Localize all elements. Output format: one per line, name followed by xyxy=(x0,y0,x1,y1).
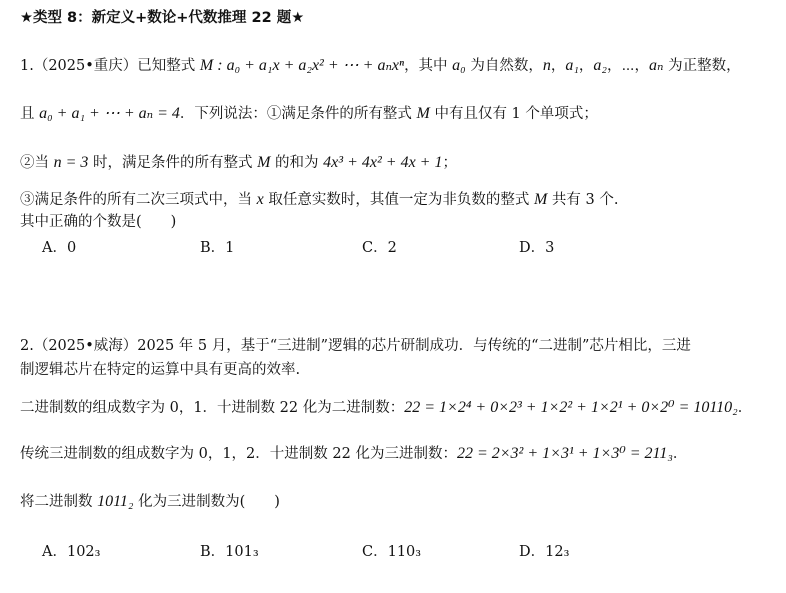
math-expression: a₀ + a₁ + ⋯ + aₙ = 4 xyxy=(39,105,180,122)
text-run: ②当 xyxy=(20,155,54,171)
math-expression: a₂ xyxy=(593,57,607,74)
q2-option-d[interactable]: D．12₃ xyxy=(519,544,570,560)
text-run: 为正整数， xyxy=(663,58,741,74)
math-expression: n xyxy=(542,57,551,74)
q1-option-a[interactable]: A．0 xyxy=(42,240,77,256)
text-run: 时，满足条件的所有整式 xyxy=(88,155,258,171)
text-run: 取任意实数时，其值一定为非负数的整式 xyxy=(263,192,534,208)
q2-stem-line-2 xyxy=(20,360,300,380)
text-run: ； xyxy=(442,155,457,171)
math-expression: M xyxy=(257,154,271,171)
text-run: 共有 3 个. xyxy=(547,192,619,208)
q2-stem-line-1 xyxy=(20,336,691,356)
math-expression: 22 = 1×2⁴ + 0×2³ + 1×2² + 1×2¹ + 0×2⁰ = 10110₂ xyxy=(404,399,738,416)
math-expression: a₁ xyxy=(565,57,579,74)
text-run: 其中正确的个数是( ) xyxy=(20,214,177,230)
text-run: 2.（2025•威海）2025 年 5 月，基于“三进制”逻辑的芯片研制成功．与传统的“二进制”芯片相比，三进 xyxy=(20,338,691,354)
q1-statement-2 xyxy=(20,153,457,173)
text-run: ，⋯， xyxy=(606,58,650,74)
math-expression: M xyxy=(533,191,548,208)
text-run: ， xyxy=(578,58,594,74)
q2-option-b[interactable]: B．101₃ xyxy=(200,544,259,560)
q1-statement-3 xyxy=(20,190,618,210)
q2-binary-example xyxy=(20,398,752,418)
text-run: 的和为 xyxy=(270,155,324,171)
text-run: ．下列说法：①满足条件的所有整式 xyxy=(179,106,417,122)
text-run: ，其中 xyxy=(404,58,453,74)
math-expression: 1011₂ xyxy=(97,493,134,510)
math-expression: x xyxy=(256,191,264,208)
text-run: 为自然数， xyxy=(465,58,543,74)
math-expression: aₙ xyxy=(649,57,664,74)
text-run: 传统三进制数的组成数字为 0，1，2．十进制数 22 化为三进制数： xyxy=(20,446,457,462)
text-run: 化为三进制数为( ) xyxy=(133,494,280,510)
math-expression: 22 = 2×3² + 1×3¹ + 1×3⁰ = 211₃ xyxy=(456,445,673,462)
q2-option-a[interactable]: A．102₃ xyxy=(42,544,101,560)
text-run: ③满足条件的所有二次三项式中，当 xyxy=(20,192,257,208)
section-title: ★类型 8：新定义+数论+代数推理 22 题★ xyxy=(20,10,305,26)
q2-option-c[interactable]: C．110₃ xyxy=(362,544,422,560)
q1-option-c[interactable]: C．2 xyxy=(362,240,397,256)
q1-stem-line-2 xyxy=(20,104,598,124)
q1-option-d[interactable]: D．3 xyxy=(519,240,555,256)
text-run: 制逻辑芯片在特定的运算中具有更高的效率. xyxy=(20,362,301,378)
text-run: 二进制数的组成数字为 0，1．十进制数 22 化为二进制数： xyxy=(20,400,405,416)
math-expression: 4x³ + 4x² + 4x + 1 xyxy=(323,154,443,171)
q1-stem-line-1 xyxy=(20,56,741,76)
q1-option-b[interactable]: B．1 xyxy=(200,240,235,256)
q2-ternary-example xyxy=(20,444,687,464)
math-expression: n = 3 xyxy=(53,154,89,171)
text-run: 1.（2025•重庆）已知整式 xyxy=(20,58,200,74)
text-run: 将二进制数 xyxy=(20,494,98,510)
text-run: 且 xyxy=(20,106,40,122)
q1-question xyxy=(20,212,176,232)
math-expression: a₀ xyxy=(452,57,466,74)
text-run: ， xyxy=(550,58,566,74)
text-run: ． xyxy=(737,400,753,416)
math-expression: M : a₀ + a₁x + a₂x² + ⋯ + aₙxⁿ xyxy=(199,57,405,74)
math-expression: M xyxy=(416,105,430,122)
q2-question xyxy=(20,492,280,512)
text-run: 中有且仅有 1 个单项式； xyxy=(429,106,598,122)
text-run: ． xyxy=(672,446,688,462)
